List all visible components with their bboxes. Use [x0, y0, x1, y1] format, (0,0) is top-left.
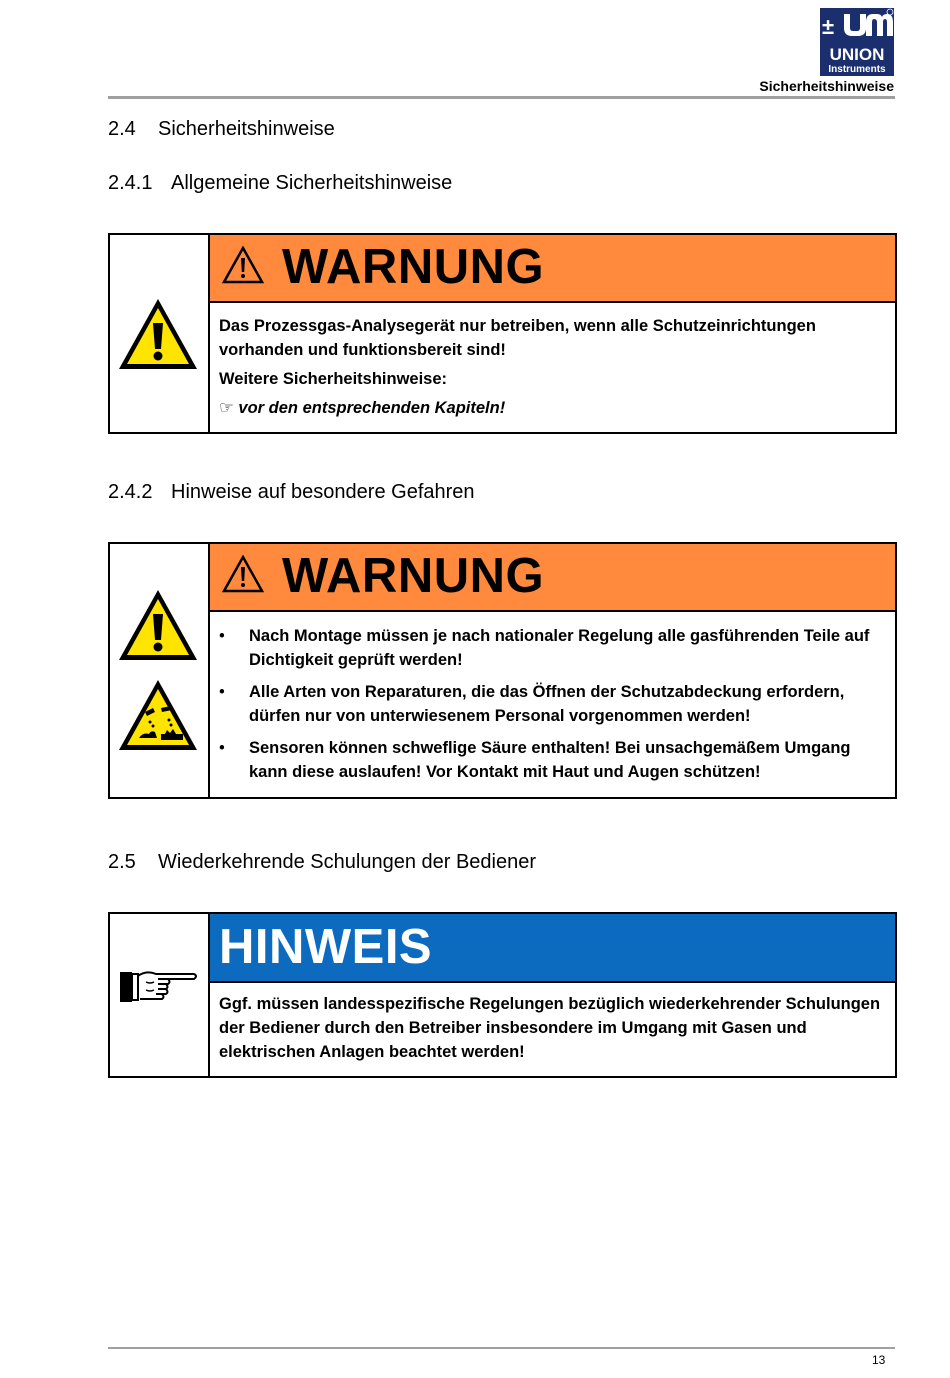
- warning-line: Das Prozessgas-Analysegerät nur betreiben, wenn alle Schutzeinrichtungen vorhanden und funktionsbereit sind!: [219, 317, 816, 359]
- exclamation-triangle-icon: [222, 555, 264, 593]
- warning-reference: [219, 396, 885, 420]
- notice-box: [108, 912, 897, 1078]
- heading-number: 2.4: [108, 118, 136, 140]
- warning-banner-text: WARNUNG: [282, 240, 545, 294]
- warning-icon-column: [110, 544, 210, 797]
- corrosive-hazard-icon: [117, 678, 199, 752]
- hazard-list: [219, 624, 885, 784]
- heading-number: 2.4.2: [108, 481, 153, 503]
- header-section-title: Sicherheitshinweise: [759, 78, 894, 94]
- warning-line: Weitere Sicherheitshinweise:: [219, 370, 448, 388]
- exclamation-triangle-icon: [117, 588, 199, 662]
- heading-number: 2.4.1: [108, 172, 153, 194]
- warning-box-special-hazards: [108, 542, 897, 799]
- warning-banner-text: WARNUNG: [282, 549, 545, 603]
- warning-reference-text: vor den entsprechenden Kapiteln!: [238, 399, 506, 417]
- pointing-finger-icon: ☞: [219, 399, 234, 417]
- list-item: • Sensoren können schweflige Säure enthalten! Bei unsachgemäßem Umgang kann diese auslaufen! Vor Kontakt mit Haut und Augen schützen!: [219, 736, 885, 784]
- header-divider: [108, 96, 895, 99]
- warning-text: [219, 624, 885, 792]
- warning-text: [219, 314, 885, 420]
- heading-2-4-1: [108, 172, 452, 195]
- pointing-hand-icon: [118, 966, 198, 1006]
- warning-banner: [210, 544, 895, 612]
- warning-icon-column: [110, 235, 210, 432]
- exclamation-triangle-icon: [117, 297, 199, 371]
- notice-icon-column: [110, 914, 210, 1076]
- heading-number: 2.5: [108, 851, 136, 873]
- warning-banner: [210, 235, 895, 303]
- heading-2-4-2: [108, 481, 475, 504]
- heading-text: Sicherheitshinweise: [158, 118, 335, 140]
- exclamation-triangle-icon: [222, 246, 264, 284]
- heading-2-5: [108, 851, 536, 874]
- page-number: 13: [872, 1353, 886, 1367]
- heading-text: Wiederkehrende Schulungen der Bediener: [158, 851, 537, 873]
- notice-paragraph: Ggf. müssen landesspezifische Regelungen bezüglich wiederkehrender Schulungen der Bediener durch den Betreiber insbesondere im Umgang mit Gasen und elektrischen Anlagen beachtet werden!: [219, 995, 881, 1061]
- notice-banner-text: HINWEIS: [219, 920, 433, 974]
- notice-banner: [210, 914, 895, 983]
- notice-text: [219, 992, 885, 1064]
- heading-2-4: [108, 118, 335, 141]
- svg-text:Instruments: Instruments: [828, 64, 886, 75]
- list-item: • Nach Montage müssen je nach nationaler Regelung alle gasführenden Teile auf Dichtigkeit geprüft werden!: [219, 624, 885, 672]
- svg-text:UNION: UNION: [829, 45, 885, 64]
- union-instruments-logo: [820, 8, 894, 76]
- heading-text: Hinweise auf besondere Gefahren: [171, 481, 475, 503]
- svg-text:±: ±: [822, 14, 835, 39]
- footer-divider: [108, 1347, 895, 1349]
- warning-box-general: [108, 233, 897, 434]
- heading-text: Allgemeine Sicherheitshinweise: [171, 172, 453, 194]
- list-item: • Alle Arten von Reparaturen, die das Öffnen der Schutzabdeckung erfordern, dürfen nur von unterwiesenem Personal vorgenommen werden!: [219, 680, 885, 728]
